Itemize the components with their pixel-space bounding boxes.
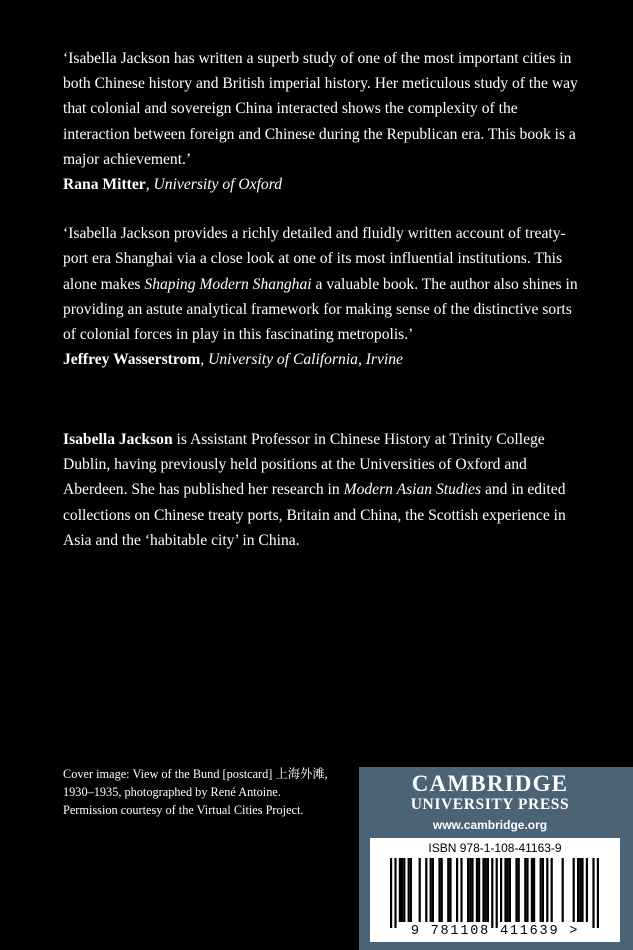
barcode-digits: 9 781108 411639 > xyxy=(410,924,580,939)
isbn-barcode xyxy=(370,838,620,942)
publisher-url: www.cambridge.org xyxy=(432,818,548,832)
barcode-bar xyxy=(432,858,434,922)
barcode-bar xyxy=(482,858,484,922)
barcode-bar xyxy=(531,858,533,922)
endorser-name: Jeffrey Wasserstrom xyxy=(63,351,201,369)
endorser-name: Rana Mitter xyxy=(63,176,146,194)
author-bio: Isabella Jackson is Assistant Professor in Chinese History at Trinity College Dublin, having previously held positions at the Universities of Oxford and Aberdeen. She has published her research in Modern Asian Studies and in edited collections on Chinese treaty ports, Britain and China, the Scottish experience in Asia and the ‘habitable city’ in China. xyxy=(63,431,566,549)
book-title: Shaping Modern Shanghai xyxy=(144,275,312,293)
cover-image-credit: Cover image: View of the Bund [postcard] 上海外滩, 1930–1935, photographed by René Antoine. Permission courtesy of the Virtual Cities Project. xyxy=(63,767,328,818)
barcode-bar xyxy=(579,858,581,922)
journal-title: Modern Asian Studies xyxy=(343,481,482,499)
endorsement-attribution: Jeffrey Wasserstrom, University of California, Irvine xyxy=(63,351,403,369)
publisher-subtitle: UNIVERSITY PRESS xyxy=(410,796,570,813)
barcode-bar xyxy=(592,858,594,928)
barcode-bar xyxy=(478,858,480,922)
endorsement-quote: ‘Isabella Jackson has written a superb study of one of the most important cities in both Chinese history and British imperial history. Her meticulous study of the way that colonial and sovereign China interacted shows the complexity of the interaction between foreign and Chinese during the Republican era. This book is a major achievement.’ xyxy=(63,50,578,168)
barcode-bar xyxy=(441,858,443,922)
endorsement-1 xyxy=(63,46,583,197)
barcode-bar xyxy=(504,858,506,922)
barcode-bar xyxy=(487,858,489,922)
publisher-name: CAMBRIDGE xyxy=(411,771,569,796)
barcode-bar xyxy=(410,858,412,922)
barcode-bar xyxy=(471,858,473,922)
endorser-institution: University of California, Irvine xyxy=(208,351,403,369)
endorsement-attribution: Rana Mitter, University of Oxford xyxy=(63,176,282,194)
barcode-bar xyxy=(491,858,493,928)
barcode-bar xyxy=(500,858,502,922)
barcode-bar xyxy=(551,858,553,922)
endorsement-quote: ‘Isabella Jackson provides a richly detailed and fluidly written account of treaty-port era Shanghai via a close look at one of its most influential institutions. This alone makes Shaping Modern Shanghai a valuable book. The author also shines in providing an astute analytical framework for making sense of the distinctive sorts of colonial forces in play in this fascinating metropolis.’ xyxy=(63,225,578,344)
barcode-bar xyxy=(419,858,421,922)
barcode-bar xyxy=(577,858,579,922)
barcode-bar xyxy=(597,858,599,928)
barcode-bar xyxy=(449,858,451,922)
barcode-bar xyxy=(562,858,564,922)
endorsement-2 xyxy=(63,221,583,372)
barcode-bar xyxy=(518,858,520,922)
barcode-bar xyxy=(573,858,575,922)
barcode-bar xyxy=(586,858,588,922)
barcode-bar xyxy=(469,858,471,922)
barcode-bar xyxy=(390,858,392,928)
publisher-panel xyxy=(359,767,633,950)
barcode-bar xyxy=(485,858,487,922)
barcode-bar xyxy=(447,858,449,922)
barcode-bar xyxy=(476,858,478,922)
barcode-bar xyxy=(540,858,542,922)
barcode-bar xyxy=(509,858,511,922)
barcode-bar xyxy=(542,858,544,922)
barcode-bar xyxy=(496,858,498,928)
barcode-bar xyxy=(425,858,427,922)
barcode-bar xyxy=(430,858,432,922)
barcode-bar xyxy=(581,858,583,922)
barcode-bar xyxy=(460,858,462,922)
barcode-bar xyxy=(524,858,526,922)
endorser-institution: University of Oxford xyxy=(153,176,282,194)
barcode-bar xyxy=(467,858,469,922)
author-name: Isabella Jackson xyxy=(63,431,173,448)
endorsements xyxy=(63,46,583,372)
barcode-bar xyxy=(408,858,410,922)
barcode-bar xyxy=(515,858,517,922)
isbn-label: ISBN 978-1-108-41163-9 xyxy=(428,841,562,855)
barcode-bar xyxy=(394,858,396,928)
barcode-bar xyxy=(456,858,458,922)
barcode-bar xyxy=(526,858,528,922)
barcode-bar xyxy=(401,858,403,922)
barcode-bar xyxy=(403,858,405,922)
barcode-bar xyxy=(546,858,548,922)
barcode-bar xyxy=(507,858,509,922)
barcode-bar xyxy=(438,858,440,922)
barcode-bar xyxy=(533,858,535,922)
barcode-bar xyxy=(399,858,401,922)
